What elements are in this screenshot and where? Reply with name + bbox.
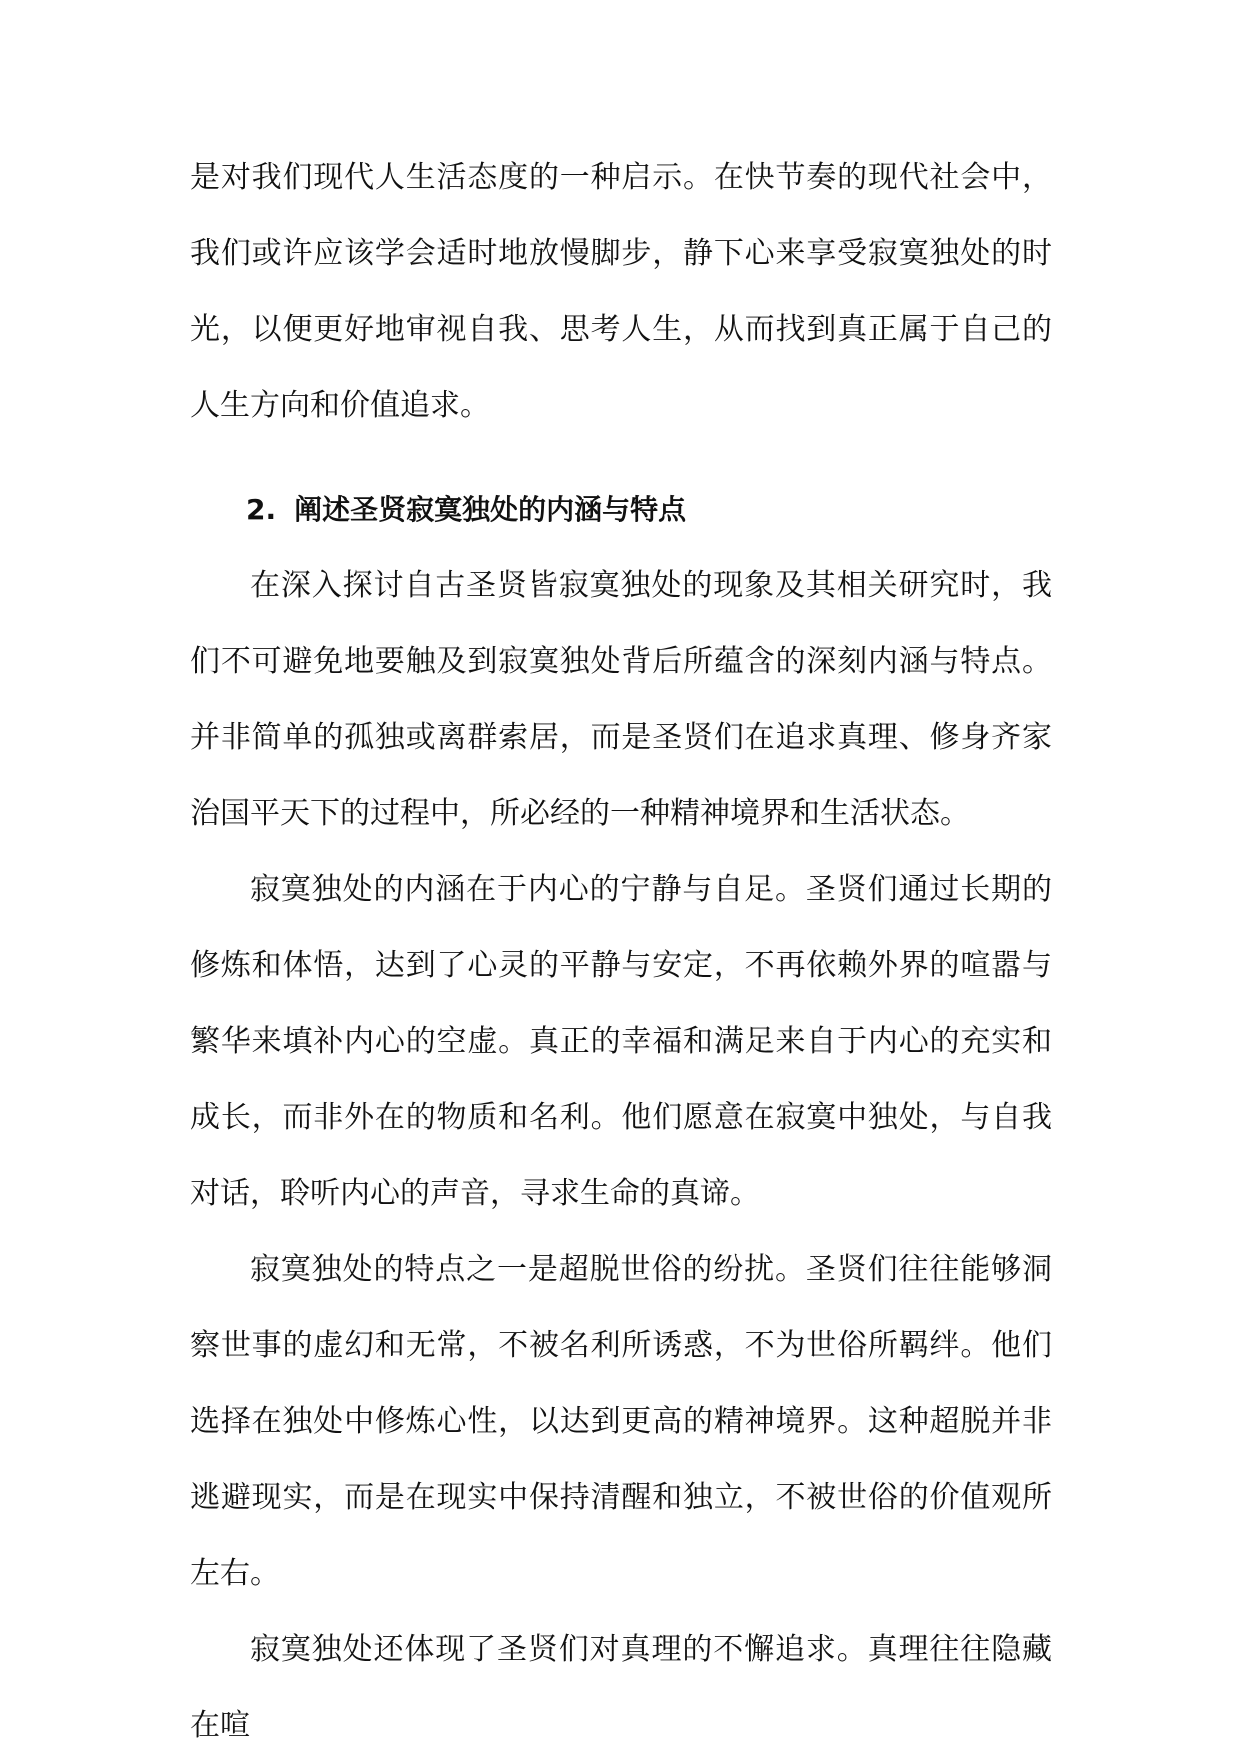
body-paragraph-4: 寂寞独处还体现了圣贤们对真理的不懈追求。真理往往隐藏在喧 — [190, 1632, 1052, 1743]
section-number: 2. — [246, 493, 277, 526]
body-paragraph-3: 寂寞独处的特点之一是超脱世俗的纷扰。圣贤们往往能够洞察世事的虚幻和无常，不被名利所诱惑，不为世俗所羁绊。他们选择在独处中修炼心性，以达到更高的精神境界。这种超脱并非逃避现实，而是在现实中保持清醒和独立，不被世俗的价值观所左右。 — [190, 1252, 1052, 1591]
section-title: 阐述圣贤寂寞独处的内涵与特点 — [294, 493, 687, 526]
document-page — [190, 140, 1052, 1764]
body-paragraph-1: 在深入探讨自古圣贤皆寂寞独处的现象及其相关研究时，我们不可避免地要触及到寂寞独处背后所蕴含的深刻内涵与特点。并非简单的孤独或离群索居，而是圣贤们在追求真理、修身齐家治国平天下的过程中，所必经的一种精神境界和生活状态。 — [190, 568, 1052, 831]
continued-paragraph: 是对我们现代人生活态度的一种启示。在快节奏的现代社会中，我们或许应该学会适时地放慢脚步，静下心来享受寂寞独处的时光，以便更好地审视自我、思考人生，从而找到真正属于自己的人生方向和价值追求。 — [190, 160, 1052, 423]
body-paragraph-2: 寂寞独处的内涵在于内心的宁静与自足。圣贤们通过长期的修炼和体悟，达到了心灵的平静与安定，不再依赖外界的喧嚣与繁华来填补内心的空虚。真正的幸福和满足来自于内心的充实和成长，而非外在的物质和名利。他们愿意在寂寞中独处，与自我对话，聆听内心的声音，寻求生命的真谛。 — [190, 872, 1052, 1211]
section-heading — [190, 472, 1052, 548]
